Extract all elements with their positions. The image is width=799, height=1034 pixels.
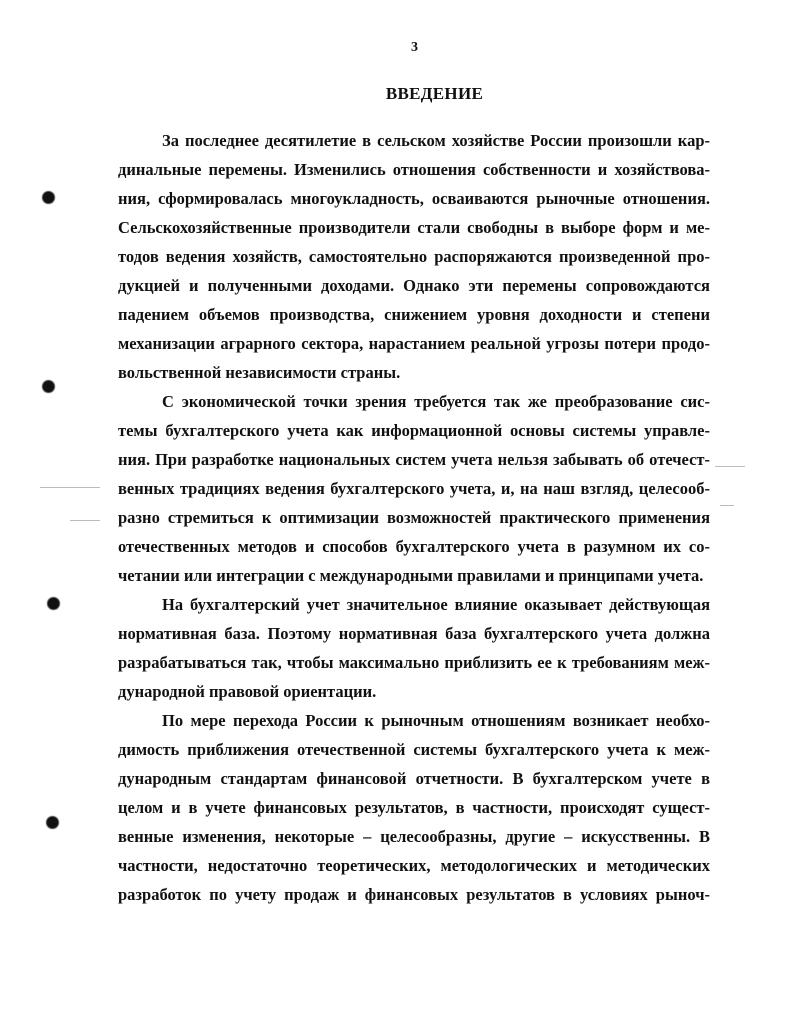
text-line: частности, недостаточно теоретических, методологических и методических [118, 856, 710, 875]
text-line: целом и в учете финансовых результатов, в частности, происходят сущест- [118, 798, 710, 817]
punch-hole-mark [43, 381, 54, 392]
text-line: димость приближения отечественной системы бухгалтерского учета к меж- [118, 740, 710, 759]
paragraph-2 [118, 387, 710, 590]
text-line: венных традициях ведения бухгалтерского учета, и, на наш взгляд, целесооб- [118, 479, 710, 498]
text-line: падением объемов производства, снижением уровня доходности и степени [118, 305, 710, 324]
text-line: дународной правовой ориентации. [118, 682, 377, 701]
text-line: ния. При разработке национальных систем учета нельзя забывать об отечест- [118, 450, 710, 469]
text-line: дукцией и полученными доходами. Однако эти перемены сопровождаются [118, 276, 710, 295]
punch-hole-mark [47, 817, 58, 828]
text-line: На бухгалтерский учет значительное влияние оказывает действующая [162, 595, 710, 614]
text-line: За последнее десятилетие в сельском хозяйстве России произошли кар- [162, 131, 710, 150]
text-line: динальные перемены. Изменились отношения собственности и хозяйствова- [118, 160, 710, 179]
text-line: нормативная база. Поэтому нормативная база бухгалтерского учета должна [118, 624, 710, 643]
section-heading: ВВЕДЕНИЕ [385, 84, 484, 103]
text-line: механизации аграрного сектора, нарастанием реальной угрозы потери продо- [118, 334, 710, 353]
text-line: разрабатываться так, чтобы максимально приблизить ее к требованиям меж- [118, 653, 710, 672]
text-line: разработок по учету продаж и финансовых результатов в условиях рыноч- [118, 885, 710, 904]
paragraph-4 [118, 706, 710, 909]
text-line: Сельскохозяйственные производители стали свободны в выборе форм и ме- [118, 218, 710, 237]
text-line: темы бухгалтерского учета как информационной основы системы управле- [118, 421, 710, 440]
scan-speck [40, 487, 100, 488]
paragraph-1 [118, 126, 710, 387]
text-line: ния, сформировалась многоукладность, осваиваются рыночные отношения. [118, 189, 710, 208]
scan-speck [70, 520, 100, 521]
text-line: дународным стандартам финансовой отчетности. В бухгалтерском учете в [118, 769, 710, 788]
scan-speck [720, 505, 734, 506]
text-line: четании или интеграции с международными правилами и принципами учета. [118, 566, 704, 585]
punch-hole-mark [43, 192, 54, 203]
punch-hole-mark [48, 598, 59, 609]
scan-speck [715, 466, 745, 467]
text-line: разно стремиться к оптимизации возможностей практического применения [118, 508, 710, 527]
text-line: отечественных методов и способов бухгалтерского учета в разумном их со- [118, 537, 710, 556]
text-line: С экономической точки зрения требуется так же преобразование сис- [162, 392, 710, 411]
text-line: венные изменения, некоторые – целесообразны, другие – искусственны. В [118, 827, 710, 846]
body-text [118, 126, 710, 909]
paragraph-3 [118, 590, 710, 706]
page-number: 3 [411, 40, 418, 55]
text-line: вольственной независимости страны. [118, 363, 401, 382]
text-line: тодов ведения хозяйств, самостоятельно распоряжаются произведенной про- [118, 247, 710, 266]
text-line: По мере перехода России к рыночным отношениям возникает необхо- [162, 711, 710, 730]
